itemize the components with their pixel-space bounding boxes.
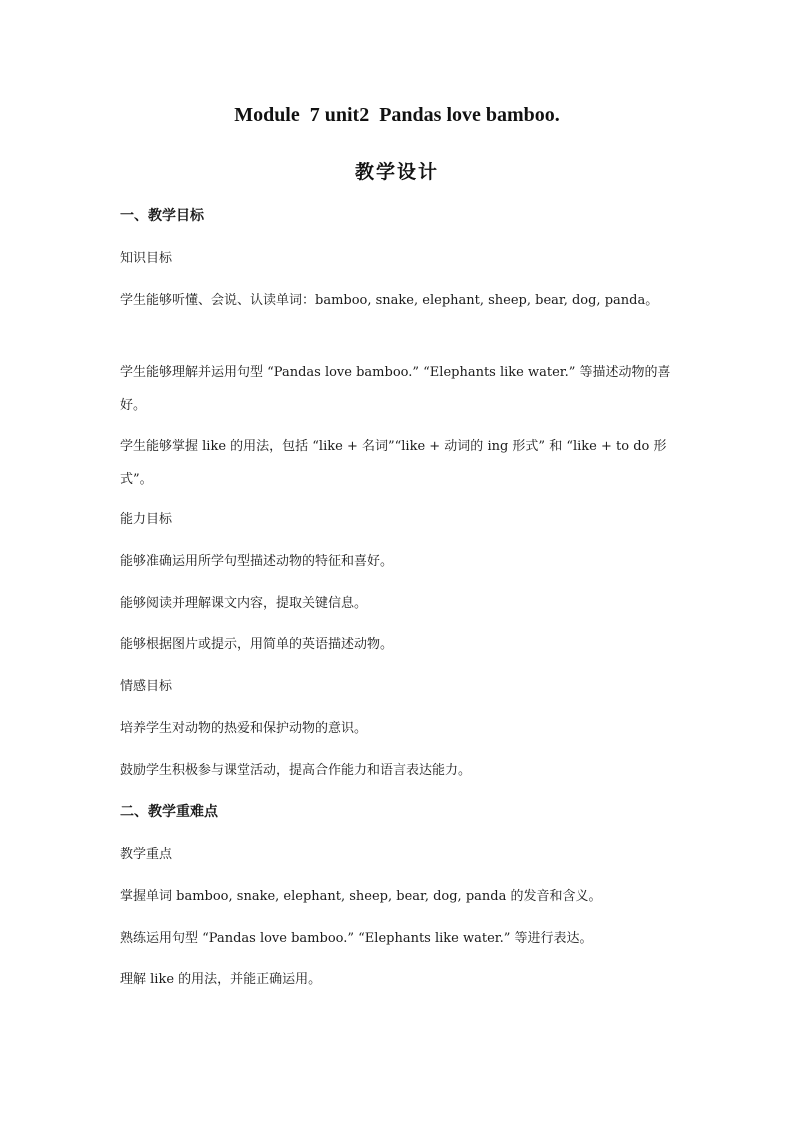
- ability-item-1: 能够准确运用所学句型描述动物的特征和喜好。: [120, 554, 394, 569]
- document-title: Module 7 unit2 Pandas love bamboo.: [234, 104, 560, 126]
- knowledge-item-1: 学生能够听懂、会说、认读单词：bamboo, snake, elephant, sheep, bear, dog, panda。: [120, 293, 659, 308]
- section-heading-objectives: 一、教学目标: [120, 208, 204, 224]
- document-subtitle: 教学设计: [354, 161, 439, 183]
- knowledge-item-3: 学生能够掌握 like 的用法，包括 “like + 名词”“like + 动词的 ing 形式” 和 “like + to do 形式”。: [120, 439, 667, 487]
- subheading-emotion: 情感目标: [120, 679, 173, 694]
- emotion-item-1: 培养学生对动物的热爱和保护动物的意识。: [120, 721, 368, 736]
- emotion-item-2: 鼓励学生积极参与课堂活动，提高合作能力和语言表达能力。: [120, 763, 472, 778]
- subheading-key-focus: 教学重点: [120, 847, 173, 862]
- ability-item-3: 能够根据图片或提示，用简单的英语描述动物。: [120, 637, 394, 652]
- ability-item-2: 能够阅读并理解课文内容，提取关键信息。: [120, 596, 368, 611]
- subheading-ability: 能力目标: [120, 512, 173, 527]
- key-item-1: 掌握单词 bamboo, snake, elephant, sheep, bear, dog, panda 的发音和含义。: [120, 889, 602, 904]
- section-heading-key-points: 二、教学重难点: [120, 804, 218, 820]
- subheading-knowledge: 知识目标: [120, 251, 173, 266]
- knowledge-item-2: 学生能够理解并运用句型 “Pandas love bamboo.” “Elephants like water.” 等描述动物的喜好。: [120, 365, 671, 413]
- key-item-3: 理解 like 的用法，并能正确运用。: [120, 972, 322, 987]
- key-item-2: 熟练运用句型 “Pandas love bamboo.” “Elephants like water.” 等进行表达。: [120, 931, 593, 946]
